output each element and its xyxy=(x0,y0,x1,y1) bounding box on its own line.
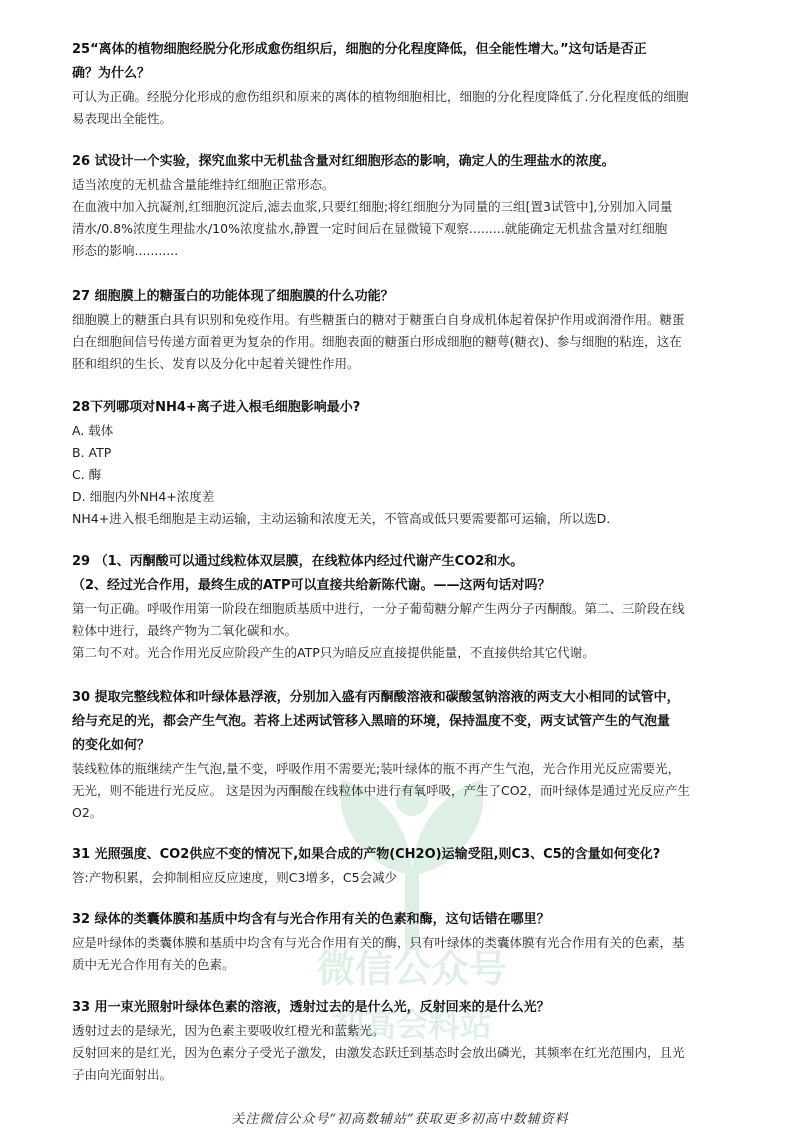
answer-text: NH4+进入根毛细胞是主动运输，主动运输和浓度无关，不管高或低只要需要都可运输，所以选D. xyxy=(72,511,611,526)
question-text: 27 细胞膜上的糖蛋白的功能体现了细胞膜的什么功能？ xyxy=(72,289,394,304)
question-text: 28下列哪项对NH4+离子进入根毛细胞影响最小? xyxy=(72,400,361,415)
question-block-25 xyxy=(72,38,732,130)
answer-text: 第一句正确。呼吸作用第一阶段在细胞质基质中进行，一分子葡萄糖分解产生两分子丙酮酸。第二、三阶段在线 xyxy=(72,601,685,616)
option-d: D. 细胞内外NH4+浓度差 xyxy=(72,489,215,504)
question-text: 29 （1、丙酮酸可以通过线粒体双层膜，在线粒体内经过代谢产生CO2和水。 xyxy=(72,554,524,569)
option-a: A. 载体 xyxy=(72,423,114,438)
question-text: 25“离体的植物细胞经脱分化形成愈伤组织后，细胞的分化程度降低，但全能性增大。”这句话是否正 xyxy=(72,42,647,57)
answer-text: O2。 xyxy=(72,805,103,820)
watermark-line2: 初高会料站 xyxy=(331,1006,492,1044)
answer-text: 胚和组织的生长、发育以及分化中起着关键性作用。 xyxy=(72,356,360,371)
page-footer: 关注微信公众号“初高数辅站”获取更多初高中数辅资料 xyxy=(231,1112,569,1127)
question-block-29 xyxy=(72,550,732,664)
answer-text: 适当浓度的无机盐含量能维持红细胞正常形态。 xyxy=(72,177,335,192)
answer-text: 应是叶绿体的类囊体膜和基质中均含有与光合作用有关的酶，只有叶绿体的类囊体膜有光合作用有关的色素，基 xyxy=(72,935,685,950)
answer-text: 第二句不对。光合作用光反应阶段产生的ATP只为暗反应直接提供能量，不直接供给其它代谢。 xyxy=(72,645,595,660)
option-c: C. 酶 xyxy=(72,467,102,482)
answer-text: 粒体中进行，最终产物为二氧化碳和水。 xyxy=(72,623,298,638)
question-text: （2、经过光合作用，最终生成的ATP可以直接共给新陈代谢。——这两句话对吗？ xyxy=(72,578,551,593)
answer-text: 清水/0.8%浓度生理盐水/10%浓度盐水,静置一定时间后在显微镜下观察.........就能确定无机盐含量对红细胞 xyxy=(72,221,668,236)
question-block-30 xyxy=(72,686,732,824)
answer-text: 易表现出全能性。 xyxy=(72,111,173,126)
question-block-26 xyxy=(72,150,732,262)
question-block-33 xyxy=(72,996,732,1086)
watermark-line1: 微信公众号 xyxy=(316,947,507,991)
question-text: 31 光照强度、CO2供应不变的情况下,如果合成的产物(CH2O)运输受阻,则C3、C5的含量如何变化? xyxy=(72,847,661,862)
answer-text: 质中无光合作用有关的色素。 xyxy=(72,957,235,972)
question-text: 确？为什么？ xyxy=(72,66,151,81)
answer-text: 答:产物积累，会抑制相应反应速度，则C3增多，C5会减少 xyxy=(72,870,398,885)
answer-text: 在血液中加入抗凝剂,红细胞沉淀后,滤去血浆,只要红细胞;将红细胞分为同量的三组[置3试管中],分别加入同量 xyxy=(72,199,673,214)
answer-text: 白在细胞间信号传递方面着更为复杂的作用。细胞表面的糖蛋白形成细胞的糖萼(糖衣)、参与细胞的粘连，这在 xyxy=(72,334,682,349)
answer-text: 装线粒体的瓶继续产生气泡,量不变，呼吸作用不需要光;装叶绿体的瓶不再产生气泡，光合作用光反应需要光， xyxy=(72,761,681,776)
question-text: 的变化如何？ xyxy=(72,738,151,753)
answer-text: 透射过去的是绿光，因为色素主要吸收红橙光和蓝紫光。 xyxy=(72,1023,385,1038)
question-text: 33 用一束光照射叶绿体色素的溶液，透射过去的是什么光，反射回来的是什么光？ xyxy=(72,1000,550,1015)
question-text: 给与充足的光，都会产生气泡。若将上述两试管移入黑暗的环境，保持温度不变，两支试管产生的气泡量 xyxy=(72,714,671,729)
answer-text: 无光，则不能进行光反应。 这是因为丙酮酸在线粒体中进行有氧呼吸，产生了CO2，而叶绿体是通过光反应产生 xyxy=(72,783,690,798)
option-b: B. ATP xyxy=(72,445,112,460)
answer-text: 可认为正确。经脱分化形成的愈伤组织和原来的离体的植物细胞相比，细胞的分化程度降低了.分化程度低的细胞 xyxy=(72,89,689,104)
answer-text: 细胞膜上的糖蛋白具有识别和免疫作用。有些糖蛋白的糖对于糖蛋白自身成机体起着保护作用或润滑作用。糖蛋 xyxy=(72,312,685,327)
question-block-28 xyxy=(72,396,732,530)
question-text: 32 绿体的类囊体膜和基质中均含有与光合作用有关的色素和酶，这句话错在哪里？ xyxy=(72,912,550,927)
answer-text: 子由向光面射出。 xyxy=(72,1067,173,1082)
question-text: 26 试设计一个实验，探究血浆中无机盐含量对红细胞形态的影响，确定人的生理盐水的浓度。 xyxy=(72,154,615,169)
question-block-32 xyxy=(72,908,732,976)
question-block-31 xyxy=(72,843,732,889)
answer-text: 反射回来的是红光，因为色素分子受光子激发，由激发态跃迁到基态时会放出磷光，其频率在红光范围内，且光 xyxy=(72,1045,685,1060)
question-block-27 xyxy=(72,285,732,375)
question-text: 30 提取完整线粒体和叶绿体悬浮液，分别加入盛有丙酮酸溶液和碳酸氢钠溶液的两支大小相同的试管中， xyxy=(72,690,680,705)
answer-text: 形态的影响........... xyxy=(72,243,179,258)
